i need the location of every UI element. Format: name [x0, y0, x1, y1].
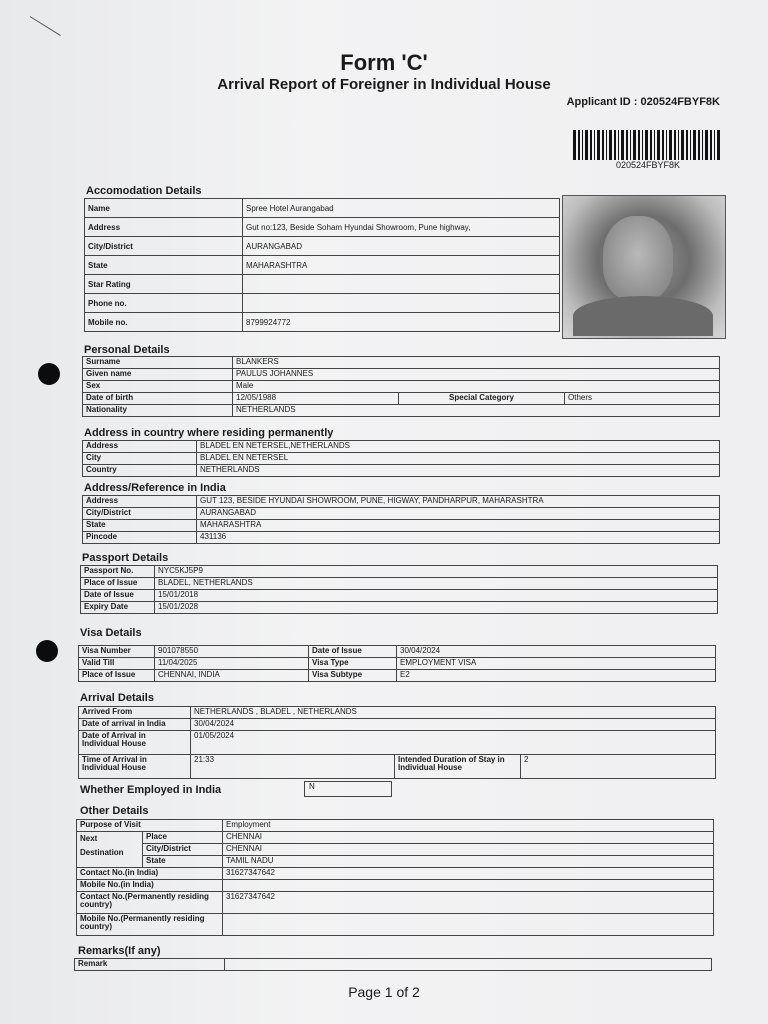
other-table — [76, 819, 714, 936]
table-row: Next Destination Place CHENNAI — [77, 832, 714, 844]
photo-face — [603, 216, 673, 301]
table-row: Date of arrival in India 30/04/2024 — [79, 719, 716, 731]
table-row: Arrived From NETHERLANDS , BLADEL , NETHERLANDS — [79, 707, 716, 719]
table-row: Expiry Date 15/01/2028 — [81, 602, 718, 614]
table-row: State TAMIL NADU — [77, 856, 714, 868]
table-row: Mobile no. 8799924772 — [85, 313, 560, 332]
table-row: Star Rating — [85, 275, 560, 294]
table-row: Address Gut no:123, Beside Soham Hyundai Showroom, Pune highway, — [85, 218, 560, 237]
table-row: State MAHARASHTRA — [83, 520, 720, 532]
table-row: Given name PAULUS JOHANNES — [83, 369, 720, 381]
photo-shoulders — [573, 296, 713, 336]
table-row: Nationality NETHERLANDS — [83, 405, 720, 417]
form-title: Form 'C' — [340, 50, 428, 75]
table-row: City/District CHENNAI — [77, 844, 714, 856]
section-arrival: Arrival Details — [80, 692, 154, 704]
table-row: City/District AURANGABAD — [83, 508, 720, 520]
table-row: Phone no. — [85, 294, 560, 313]
remarks-table — [74, 958, 712, 971]
table-row: Time of Arrival in Individual House 21:33 Intended Duration of Stay in Individual House 2 — [79, 755, 716, 779]
applicant-id: Applicant ID : 020524FBYF8K — [566, 96, 720, 108]
table-row: Visa Number 901078550 Date of Issue 30/04/2024 — [79, 646, 716, 658]
table-row: Address BLADEL EN NETERSEL,NETHERLANDS — [83, 441, 720, 453]
arrival-table — [78, 706, 716, 779]
section-personal: Personal Details — [84, 344, 170, 356]
section-visa: Visa Details — [80, 627, 142, 639]
table-row: Date of Issue 15/01/2018 — [81, 590, 718, 602]
personal-table — [82, 356, 720, 417]
barcode-icon — [573, 130, 723, 160]
section-remarks: Remarks(If any) — [78, 945, 161, 957]
table-row: Contact No.(Permanently residing country) 31627347642 — [77, 892, 714, 914]
section-india-address: Address/Reference in India — [84, 482, 226, 494]
table-row: Date of birth 12/05/1988 Special Category Others — [83, 393, 720, 405]
section-passport: Passport Details — [82, 552, 169, 564]
employed-label: Whether Employed in India — [80, 784, 222, 796]
table-row: City/District AURANGABAD — [85, 237, 560, 256]
table-row: Purpose of Visit Employment — [77, 820, 714, 832]
permanent-address-table — [82, 440, 720, 477]
table-row: Pincode 431136 — [83, 532, 720, 544]
barcode-text: 020524FBYF8K — [615, 160, 681, 170]
visa-table — [78, 645, 716, 682]
table-row: Remark — [75, 959, 712, 971]
table-row: Country NETHERLANDS — [83, 465, 720, 477]
table-row: Contact No.(in India) 31627347642 — [77, 868, 714, 880]
table-row: Surname BLANKERS — [83, 357, 720, 369]
table-row: Date of Arrival in Individual House 01/05/2024 — [79, 731, 716, 755]
table-row: Name Spree Hotel Aurangabad — [85, 199, 560, 218]
applicant-photo — [562, 195, 726, 339]
table-row: Valid Till 11/04/2025 Visa Type EMPLOYMENT VISA — [79, 658, 716, 670]
table-row: Address GUT 123, BESIDE HYUNDAI SHOWROOM, PUNE, HIGWAY, PANDHARPUR, MAHARASHTRA — [83, 496, 720, 508]
employed-value: N — [304, 781, 392, 797]
table-row: State MAHARASHTRA — [85, 256, 560, 275]
passport-table — [80, 565, 718, 614]
punch-hole-icon — [36, 640, 58, 662]
punch-hole-icon — [38, 363, 60, 385]
india-address-table — [82, 495, 720, 544]
table-row: Place of Issue CHENNAI, INDIA Visa Subtype E2 — [79, 670, 716, 682]
section-accommodation: Accomodation Details — [86, 185, 202, 197]
table-row: Sex Male — [83, 381, 720, 393]
table-row: Mobile No.(in India) — [77, 880, 714, 892]
table-row: City BLADEL EN NETERSEL — [83, 453, 720, 465]
page-number: Page 1 of 2 — [348, 984, 420, 1000]
table-row: Mobile No.(Permanently residing country) — [77, 914, 714, 936]
section-other: Other Details — [80, 805, 149, 817]
accommodation-table — [84, 198, 560, 332]
form-subtitle: Arrival Report of Foreigner in Individual House — [217, 76, 551, 93]
table-row: Passport No. NYC5KJ5P9 — [81, 566, 718, 578]
scratch-mark — [30, 16, 61, 36]
section-permanent-address: Address in country where residing permanently — [84, 427, 334, 439]
table-row: Place of Issue BLADEL, NETHERLANDS — [81, 578, 718, 590]
